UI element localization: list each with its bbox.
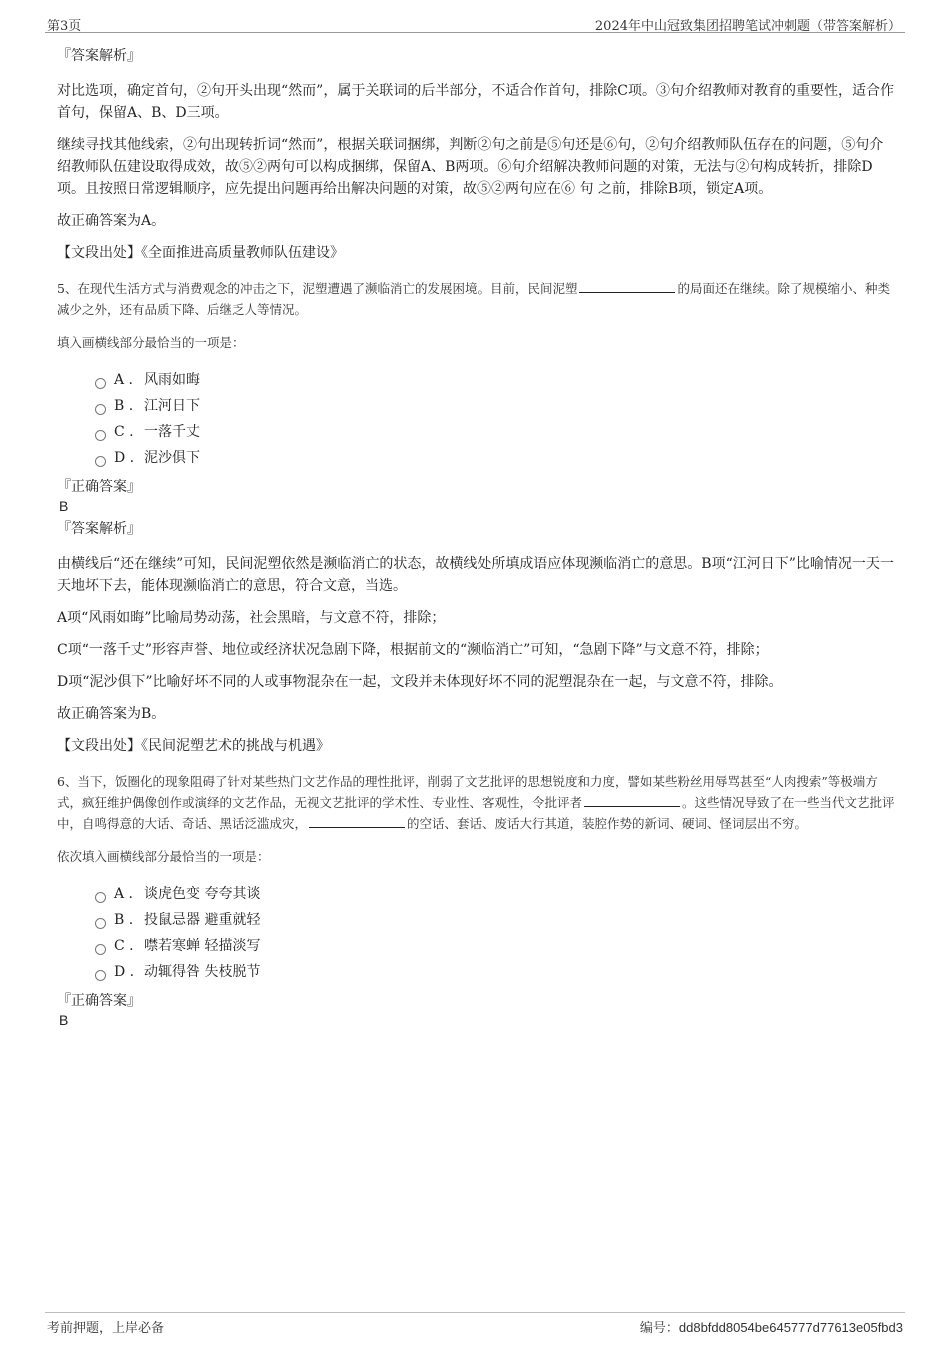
page-footer — [45, 1312, 905, 1341]
option-b[interactable]: B . 江河日下 — [95, 393, 895, 419]
analysis-paragraph: 故正确答案为B。 — [57, 706, 166, 722]
analysis-paragraph: 对比选项，确定首句，②句开头出现“然而”，属于关联词的后半部分，不适合作首句，排除C项。③句介绍教师对教育的重要性，适合作首句，保留A、B、D三项。 — [57, 83, 895, 121]
analysis-paragraph: 继续寻找其他线索，②句出现转折词“然而”，根据关联词捆绑，判断②句之前是⑤句还是⑥句，②句介绍教师队伍存在的问题，⑤句介绍教师队伍建设取得成效，故⑤②两句可以构成捆绑，保留A、B两项。⑥句介绍解决教师问题的对策，无法与②句构成转折，排除D项。且按照日常逻辑顺序，应先提出问题再给出解决问题的对策，故⑤②两句应在⑥ 句 之前，排除B项，锁定A项。 — [57, 137, 884, 197]
correct-answer-label: 『正确答案』 — [57, 479, 141, 495]
analysis-paragraph: 故正确答案为A。 — [57, 213, 166, 229]
question-prompt: 依次填入画横线部分最恰当的一项是： — [57, 849, 270, 864]
answer-blank — [579, 278, 675, 293]
option-a[interactable]: A . 谈虎色变 夸夸其谈 — [95, 881, 895, 907]
analysis-label: 『答案解析』 — [57, 521, 141, 537]
footer-slogan: 考前押题，上岸必备 — [47, 1321, 165, 1336]
radio-icon[interactable] — [95, 944, 106, 955]
document-body — [57, 46, 895, 1033]
analysis-paragraph: 由横线后“还在继续”可知，民间泥塑依然是濒临消亡的状态，故横线处所填成语应体现濒临消亡的意思。B项“江河日下”比喻情况一天一天地坏下去，能体现濒临消亡的意思，符合文意，当选。 — [57, 556, 894, 594]
question-5 — [57, 278, 895, 757]
page-header — [45, 10, 905, 33]
option-list — [95, 881, 895, 985]
document-title: 2024年中山冠致集团招聘笔试冲刺题（带答案解析） — [594, 19, 901, 34]
analysis-paragraph: D项“泥沙俱下”比喻好坏不同的人或事物混杂在一起，文段并未体现好坏不同的泥塑混杂在一起，与文意不符，排除。 — [57, 674, 783, 690]
document-code: 编号：dd8bfdd8054be645777d77613e05fbd3 — [639, 1320, 903, 1336]
question-4-analysis — [57, 46, 895, 264]
answer-blank — [584, 792, 680, 807]
analysis-paragraph: A项“风雨如晦”比喻局势动荡，社会黑暗，与文意不符，排除； — [57, 610, 446, 626]
page-number: 第3页 — [47, 19, 82, 34]
correct-answer-label: 『正确答案』 — [57, 993, 141, 1009]
analysis-label: 『答案解析』 — [57, 48, 141, 64]
analysis-paragraph: C项“一落千丈”形容声誉、地位或经济状况急剧下降，根据前文的“濒临消亡”可知，“急剧下降”与文意不符，排除； — [57, 642, 769, 658]
radio-icon[interactable] — [95, 404, 106, 415]
radio-icon[interactable] — [95, 892, 106, 903]
radio-icon[interactable] — [95, 430, 106, 441]
option-c[interactable]: C . 一落千丈 — [95, 419, 895, 445]
correct-answer-value: B — [59, 498, 69, 514]
option-a[interactable]: A . 风雨如晦 — [95, 367, 895, 393]
question-stem: 6、当下，饭圈化的现象阻碍了针对某些热门文艺作品的理性批评，削弱了文艺批评的思想锐度和力度，譬如某些粉丝用辱骂甚至“人肉搜索”等极端方式，疯狂维护偶像创作或演绎的文艺作品，无视文艺批评的学术性、专业性、客观性，令批评者 。这些情况导致了在一些当代文艺批评中，自鸣得意的大话、奇话、黑话泛滥成灾， 的空话、套话、废话大行其道，装腔作势的新词、硬词、怪词层出不穷。 — [57, 774, 895, 831]
option-d[interactable]: D . 动辄得咎 失枝脱节 — [95, 959, 895, 985]
option-c[interactable]: C . 噤若寒蝉 轻描淡写 — [95, 933, 895, 959]
source-citation: 【文段出处】《民间泥塑艺术的挑战与机遇》 — [57, 738, 330, 754]
radio-icon[interactable] — [95, 970, 106, 981]
question-prompt: 填入画横线部分最恰当的一项是： — [57, 335, 245, 350]
radio-icon[interactable] — [95, 378, 106, 389]
answer-blank — [309, 813, 405, 828]
question-stem: 5、在现代生活方式与消费观念的冲击之下，泥塑遭遇了濒临消亡的发展困境。目前，民间泥塑 的局面还在继续。除了规模缩小、种类减少之外，还有品质下降、后继乏人等情况。 — [57, 278, 895, 320]
question-6 — [57, 771, 895, 1029]
option-d[interactable]: D . 泥沙俱下 — [95, 445, 895, 471]
radio-icon[interactable] — [95, 456, 106, 467]
option-b[interactable]: B . 投鼠忌器 避重就轻 — [95, 907, 895, 933]
radio-icon[interactable] — [95, 918, 106, 929]
correct-answer-value: B — [59, 1012, 69, 1028]
option-list — [95, 367, 895, 471]
source-citation: 【文段出处】《全面推进高质量教师队伍建设》 — [57, 245, 344, 261]
